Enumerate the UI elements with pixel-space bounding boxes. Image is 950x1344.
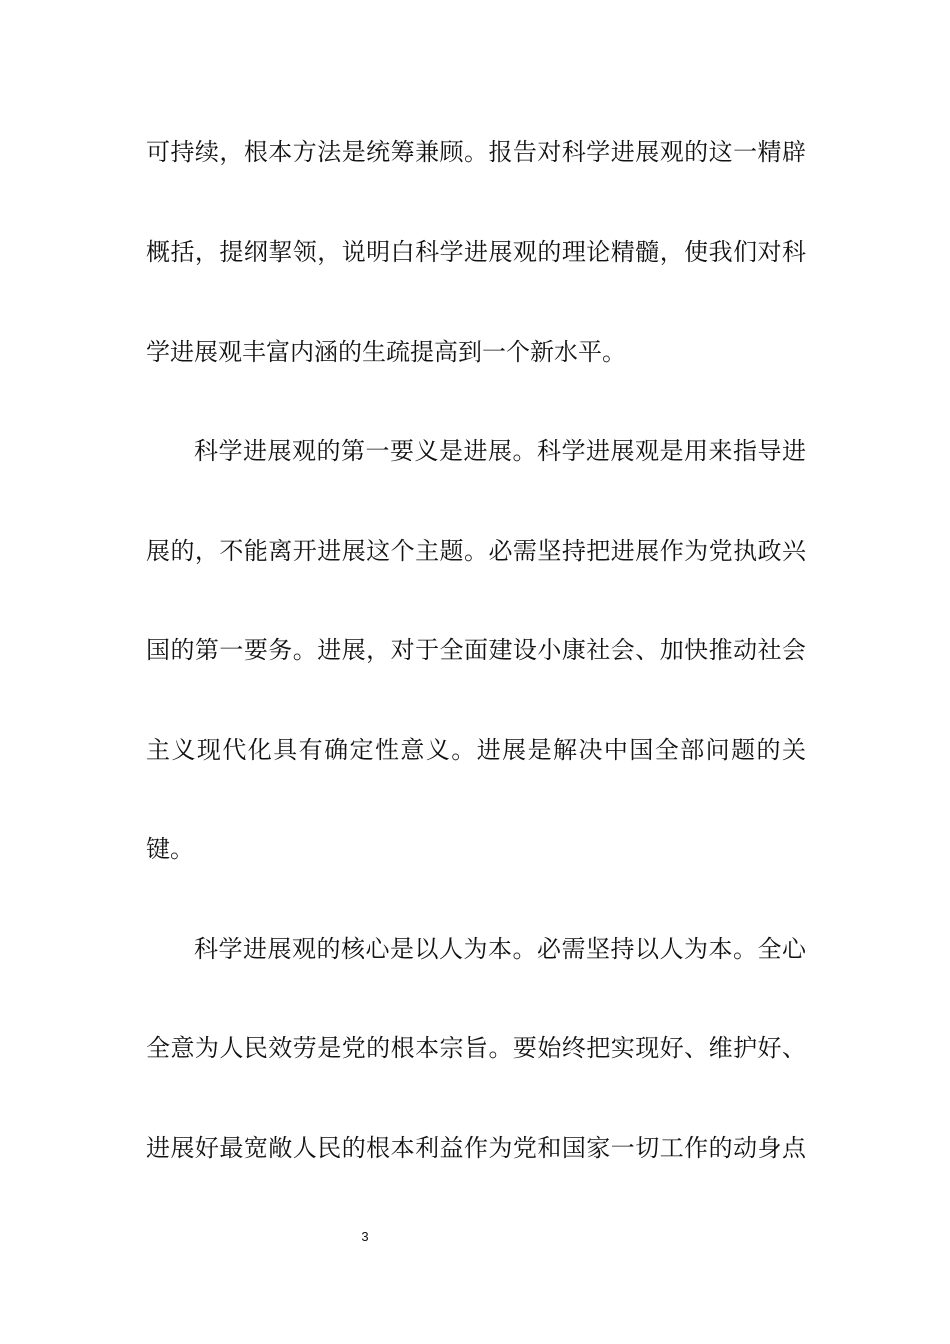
text-line: 国的第一要务。进展，对于全面建设小康社会、加快推动社会 <box>146 636 806 664</box>
paragraph-first-line: 科学进展观的核心是以人为本。必需坚持以人为本。全心 <box>194 935 806 963</box>
text-line: 键。 <box>146 835 194 863</box>
text-line: 主义现代化具有确定性意义。进展是解决中国全部问题的关 <box>146 736 806 764</box>
text-line: 概括，提纲挈领，说明白科学进展观的理论精髓，使我们对科 <box>146 238 806 266</box>
paragraph-first-line: 科学进展观的第一要义是进展。科学进展观是用来指导进 <box>194 437 806 465</box>
text-line: 可持续，根本方法是统筹兼顾。报告对科学进展观的这一精辟 <box>146 138 806 166</box>
text-line: 进展好最宽敞人民的根本利益作为党和国家一切工作的动身点 <box>146 1134 806 1162</box>
page-number: 3 <box>361 1229 369 1244</box>
text-line: 展的，不能离开进展这个主题。必需坚持把进展作为党执政兴 <box>146 537 806 565</box>
text-line: 学进展观丰富内涵的生疏提高到一个新水平。 <box>146 338 626 366</box>
text-line: 全意为人民效劳是党的根本宗旨。要始终把实现好、维护好、 <box>146 1034 806 1062</box>
